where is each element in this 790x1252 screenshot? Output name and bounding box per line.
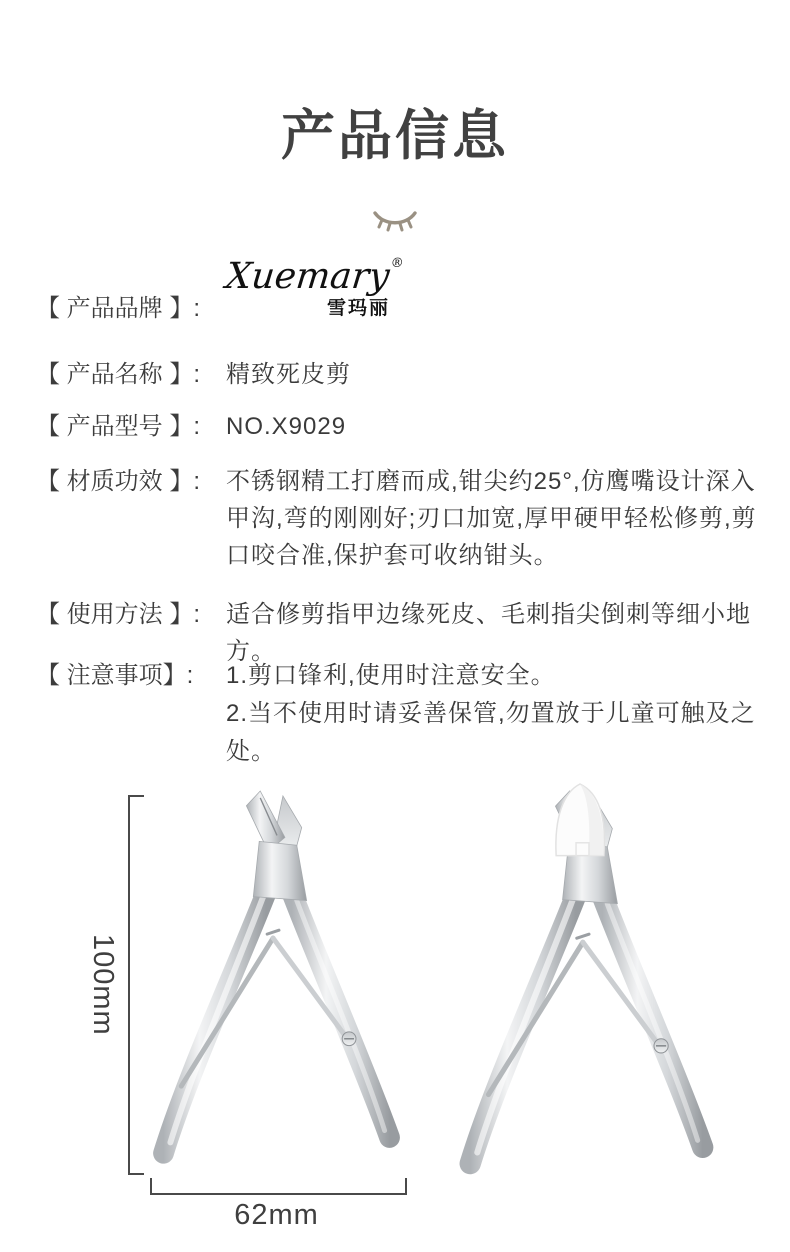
info-label-usage: 【 使用方法 】: (36, 601, 201, 628)
info-label-notice: 【 注意事项】: (36, 662, 194, 689)
registered-trademark-icon: ® (389, 256, 405, 271)
brand-name-chinese: 雪玛丽 (326, 298, 390, 319)
value-line: 不锈钢精工打磨而成,钳尖约25°,仿鹰嘴设计深入 (226, 468, 756, 495)
info-label-name: 【 产品名称 】: (36, 361, 201, 388)
info-row-material (36, 463, 770, 574)
eyelash-icon (372, 206, 418, 232)
value-line: 精致死皮剪 (226, 361, 351, 388)
height-dimension-label: 100mm (87, 934, 119, 1036)
info-row-name (36, 356, 770, 393)
info-value-model (226, 408, 346, 445)
value-line: 2.当不使用时请妥善保管,勿置放于儿童可触及之处。 (226, 700, 756, 765)
brand-name-text: Xuemary (223, 256, 392, 297)
info-label-brand: 【 产品品牌 】: (36, 295, 201, 322)
info-value-name (226, 356, 351, 393)
info-row-notice (36, 657, 770, 771)
page-title: 产品信息 (281, 106, 509, 166)
brand-logo (223, 256, 416, 320)
info-row-model (36, 408, 770, 445)
info-label-material: 【 材质功效 】: (36, 468, 201, 495)
value-line: 甲沟,弯的刚刚好;刃口加宽,厚甲硬甲轻松修剪,剪 (226, 505, 757, 532)
brand-logo-script (224, 256, 405, 297)
info-value-notice (226, 657, 770, 771)
value-line: 适合修剪指甲边缘死皮、毛刺指尖倒刺等细小地方。 (226, 601, 751, 665)
info-label-model: 【 产品型号 】: (36, 413, 201, 440)
product-size-figure (0, 780, 790, 1252)
info-row-brand (36, 256, 770, 327)
protective-cap (556, 784, 605, 856)
nipper-open-image (138, 790, 418, 1175)
value-line: 1.剪口锋利,使用时注意安全。 (226, 662, 556, 689)
width-dimension-label: 62mm (234, 1199, 319, 1231)
nipper-capped-image (438, 782, 728, 1178)
value-line: 口咬合准,保护套可收纳钳头。 (226, 542, 559, 569)
info-value-material (226, 463, 757, 574)
value-line: NO.X9029 (226, 413, 347, 440)
width-dimension-line (150, 1178, 407, 1195)
